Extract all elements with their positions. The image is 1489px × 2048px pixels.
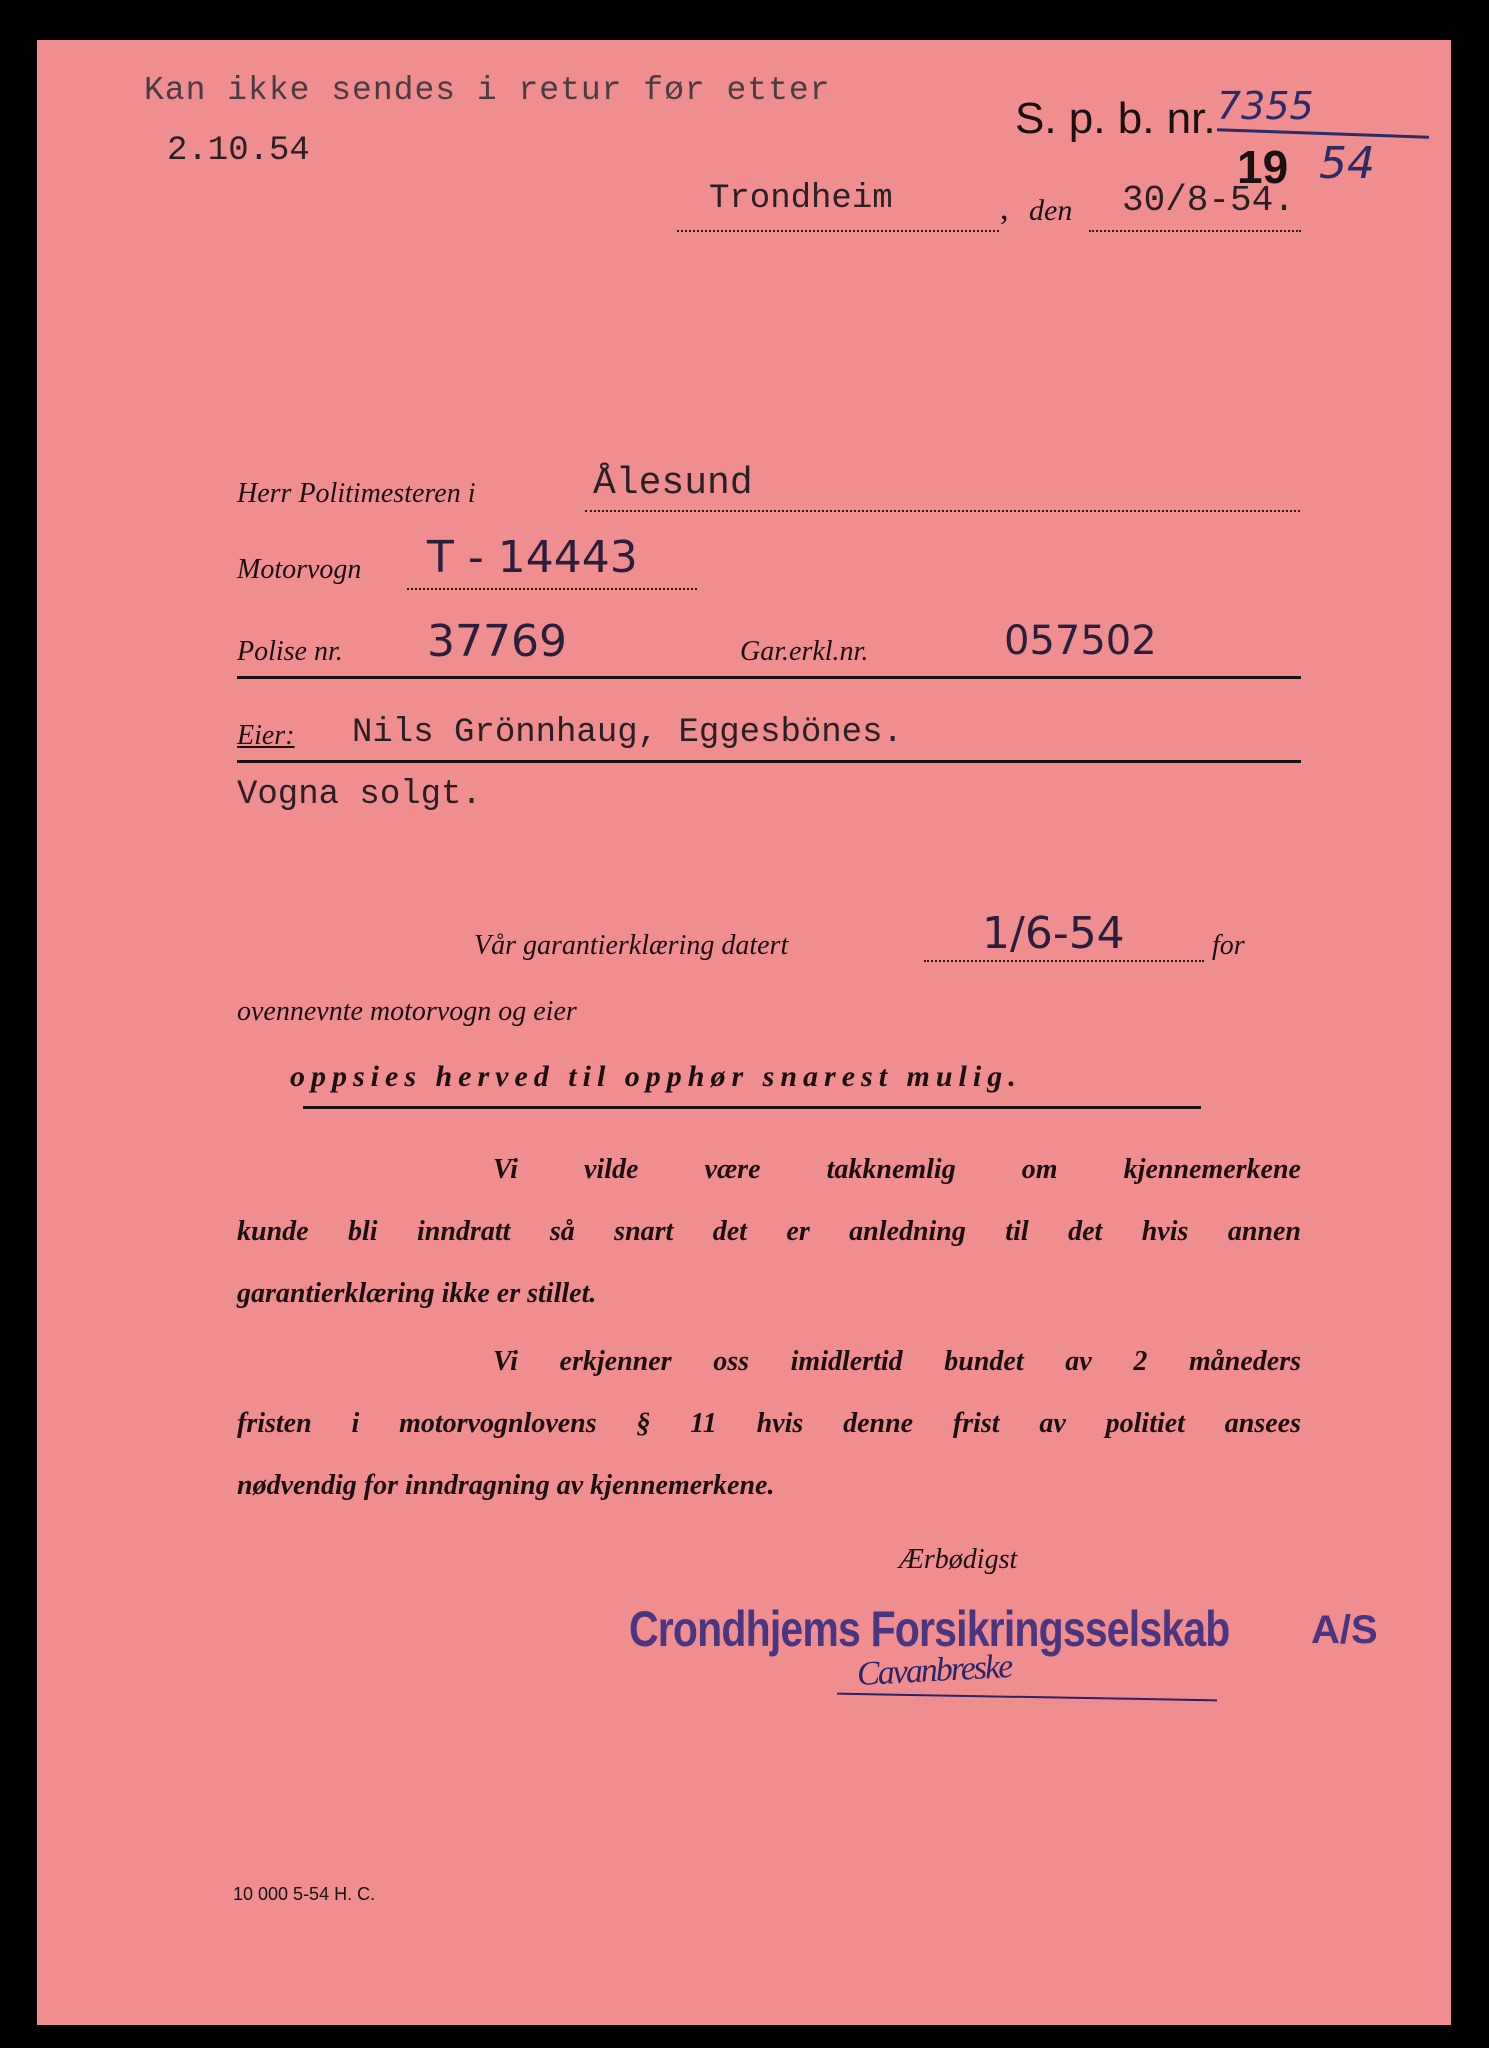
polise-label: Polise nr. [237, 636, 343, 667]
note-text: Vogna solgt. [237, 776, 482, 814]
eier-field: Nils Grönnhaug, Eggesbönes. [352, 714, 903, 752]
polise-field: 37769 [427, 616, 567, 667]
signature: Cavanbreske [856, 1647, 1013, 1694]
divider [237, 676, 1301, 679]
garerkl-label: Gar.erkl.nr. [740, 636, 869, 667]
termination-notice: oppsies herved til opphør snarest mulig. [290, 1060, 1022, 1093]
company-stamp: Crondhjems Forsikringsselskab [629, 1601, 1230, 1657]
date-field: 30/8-54. [1122, 180, 1295, 221]
divider [237, 760, 1301, 763]
for-label: for [1212, 930, 1245, 961]
den-label: den [1029, 194, 1073, 227]
eier-label: Eier: [237, 720, 295, 751]
motorvogn-label: Motorvogn [237, 554, 362, 585]
paragraph-line: garantierklæring ikke er stillet. [237, 1278, 597, 1309]
paragraph-line: Vi erkjenner oss imidlertid bundet av 2 måneders [493, 1346, 1301, 1377]
signature-stroke [837, 1693, 1217, 1702]
document-page [37, 40, 1451, 2025]
paragraph-line: kunde bli inndratt så snart det er anledning til det hvis annen [237, 1216, 1301, 1247]
paragraph-line: nødvendig for inndragning av kjennemerkene. [237, 1470, 775, 1501]
above-mentioned-text: ovennevnte motorvogn og eier [237, 996, 577, 1027]
print-code: 10 000 5-54 H. C. [233, 1884, 376, 1904]
company-stamp-suffix: A/S [1311, 1608, 1378, 1652]
year-suffix: 54 [1319, 138, 1375, 189]
paragraph-line: Vi vilde være takknemlig om kjennemerkene [493, 1154, 1301, 1185]
guarantee-dated-label: Vår garantierklæring datert [474, 930, 789, 961]
garerkl-field: 057502 [1004, 618, 1157, 664]
paragraph-line: fristen i motorvognlovens § 11 hvis denne frist av politiet ansees [237, 1408, 1301, 1439]
year-prefix: 19 [1237, 141, 1289, 193]
place-field: Trondheim [709, 180, 893, 218]
return-stamp-text: Kan ikke sendes i retur før etter [144, 72, 831, 109]
divider [303, 1106, 1201, 1109]
place-comma: , [1000, 190, 1009, 227]
addressee-field: Ålesund [593, 462, 753, 505]
closing-greeting: Ærbødigst [899, 1544, 1018, 1575]
guarantee-date-field: 1/6-54 [982, 908, 1125, 959]
spb-number: 7355 [1217, 84, 1314, 128]
return-stamp-date: 2.10.54 [167, 132, 310, 170]
addressee-label: Herr Politimesteren i [237, 478, 476, 509]
motorvogn-field: T - 14443 [427, 532, 638, 583]
spb-label: S. p. b. nr. [1015, 94, 1216, 143]
